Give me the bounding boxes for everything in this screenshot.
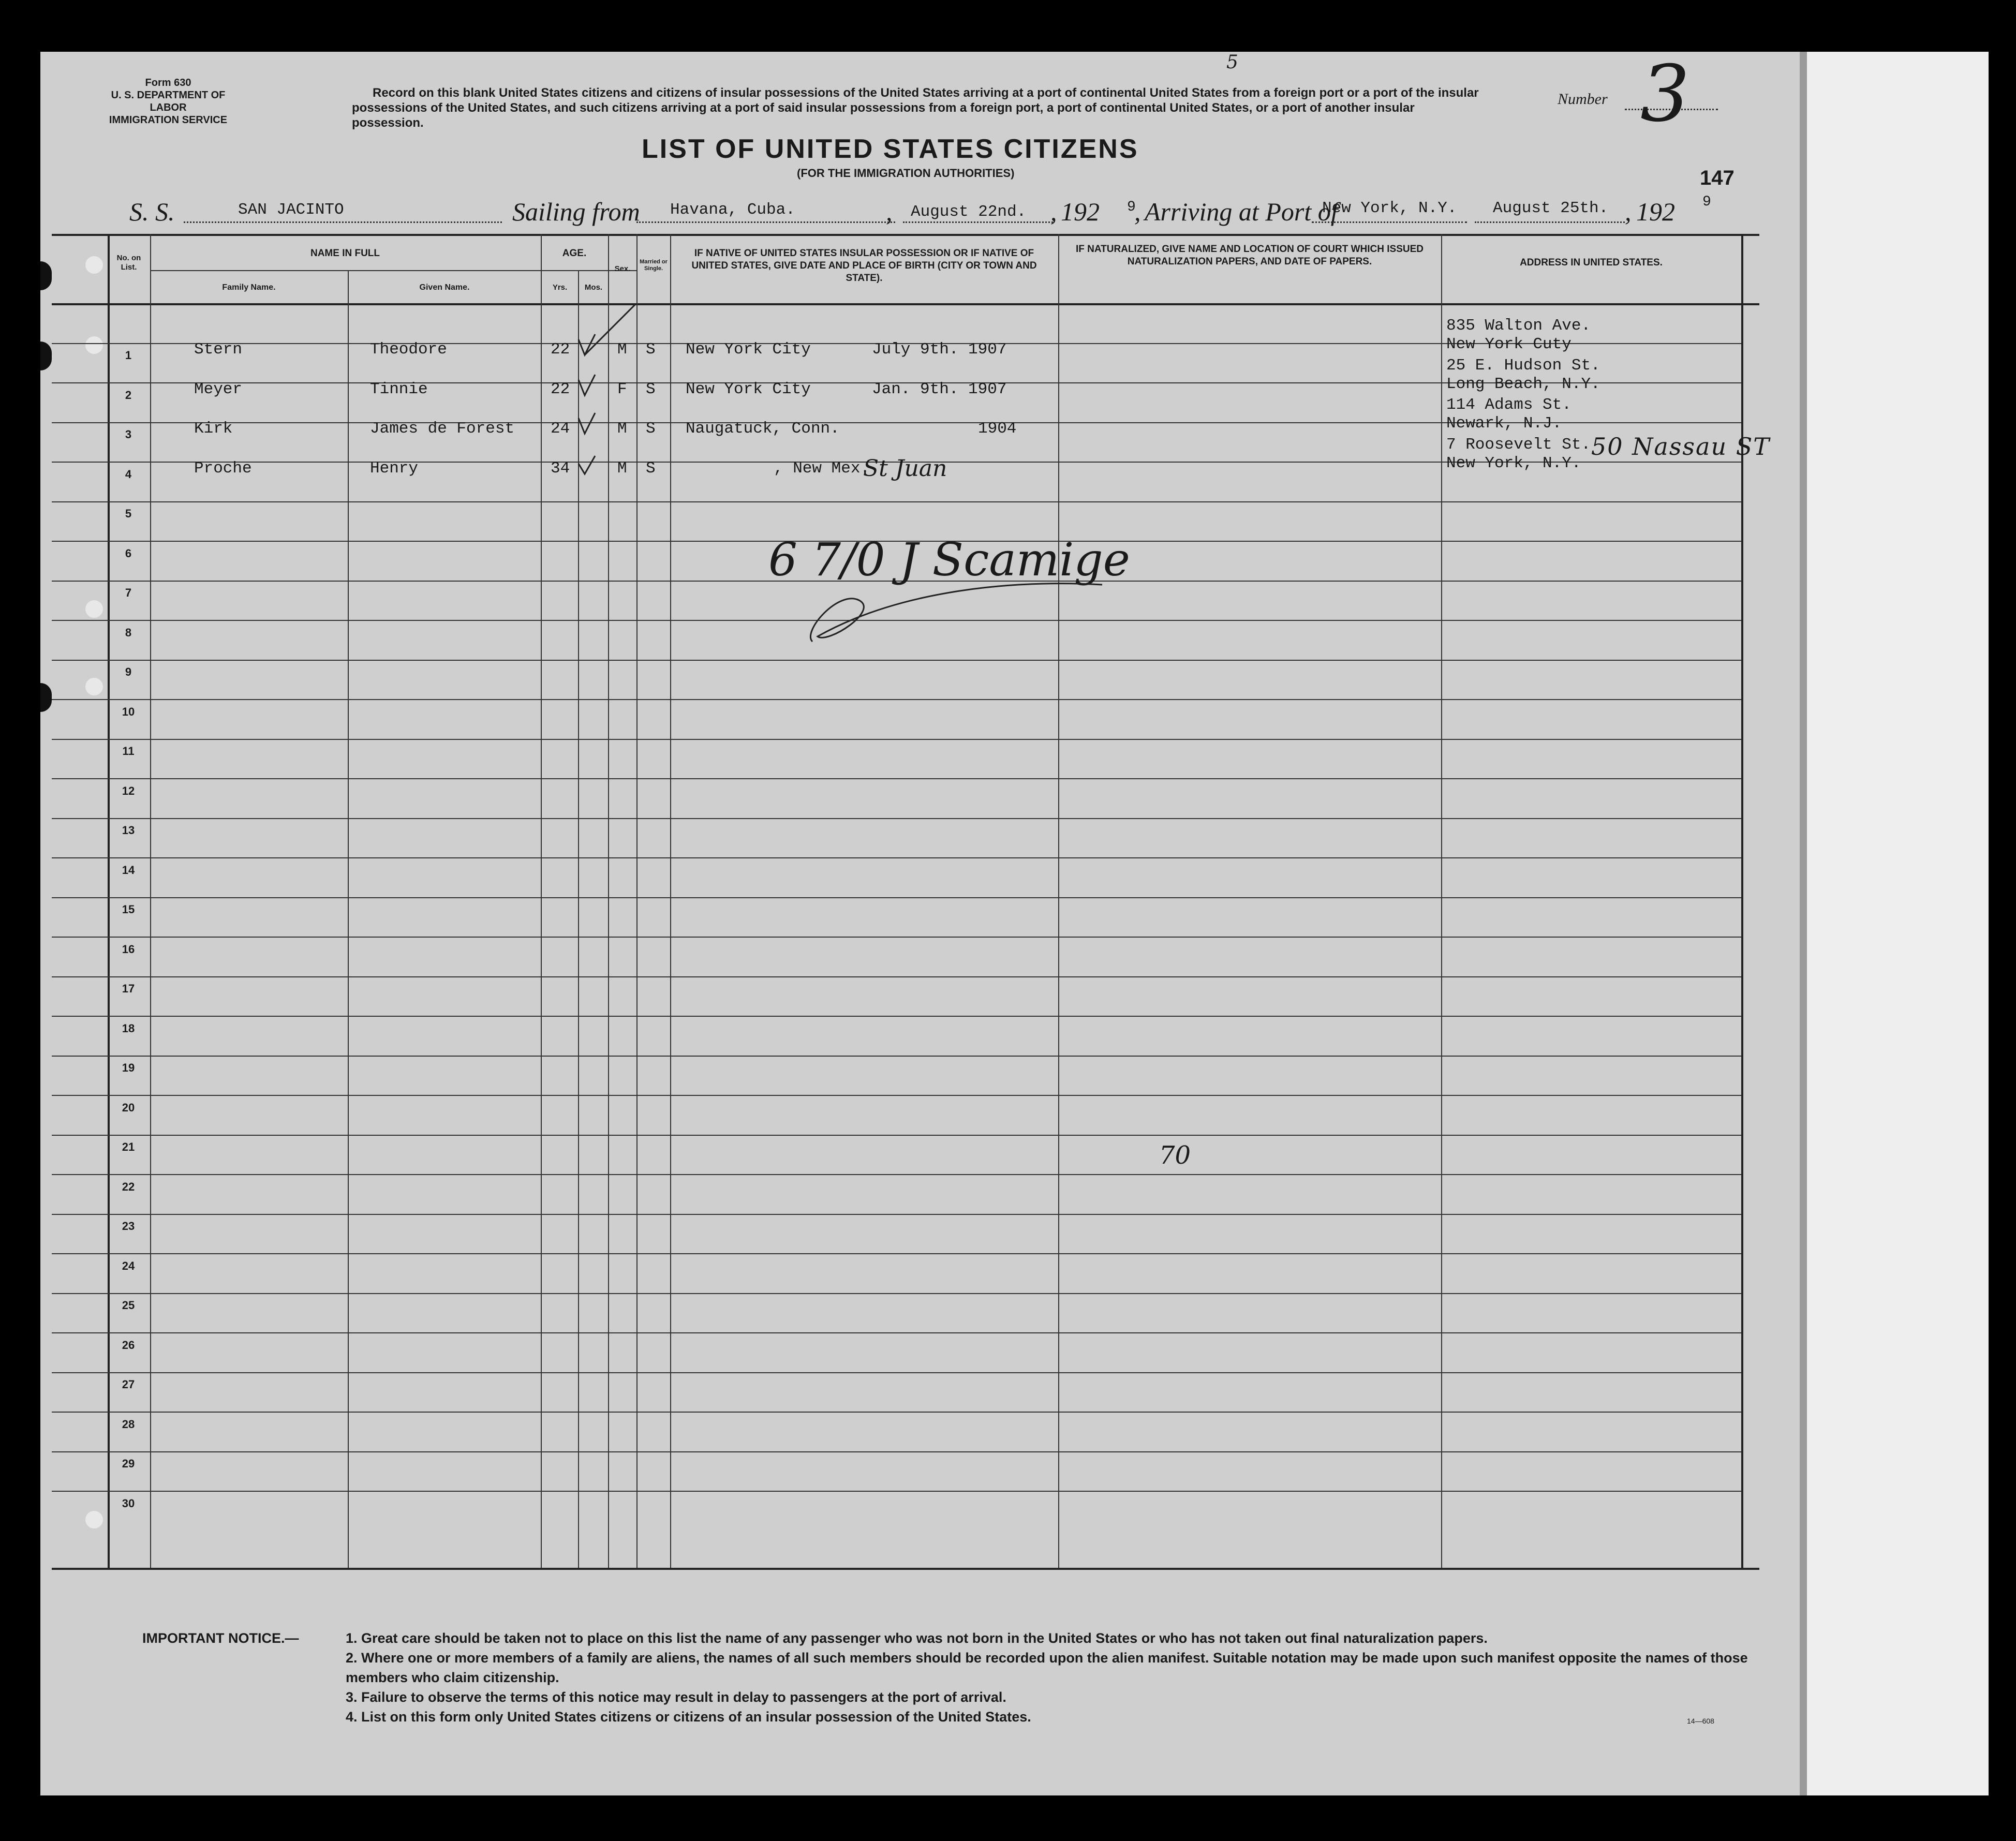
number-label: Number (1558, 91, 1608, 108)
col-line (150, 234, 151, 1568)
family-name: Proche (194, 459, 252, 478)
birth-date: July 9th. 1907 (872, 340, 1007, 359)
margin-mark: 70 (1159, 1141, 1191, 1170)
notice-item-2-text: 2. Where one or more members of a family are aliens, the names of all such members should be recorded upon the alien manifest. Suitable notation may be made upon such manifest opposite the names of those members who claim citizenship. (346, 1650, 1748, 1685)
given-name: Henry (370, 459, 419, 478)
ship-name: SAN JACINTO (238, 201, 344, 219)
row-divider (52, 976, 1741, 977)
comma: , (1134, 197, 1141, 226)
age-years: 34 (551, 459, 570, 478)
row-divider (52, 818, 1741, 819)
age-years: 22 (551, 380, 570, 398)
row-number: 24 (122, 1259, 135, 1272)
family-name: Meyer (194, 380, 243, 398)
header-name-in-full: NAME IN FULL (310, 248, 380, 259)
header-yrs: Yrs. (552, 283, 568, 292)
row-number: 12 (122, 784, 135, 797)
row-number: 22 (122, 1180, 135, 1193)
port-line (1312, 221, 1467, 223)
notice-heading: IMPORTANT NOTICE.— (142, 1630, 299, 1646)
sailing-label: Sailing from (512, 197, 640, 226)
page-number: 147 (1700, 167, 1735, 189)
table-top-border (52, 234, 1759, 236)
birth-date: 1904 (978, 420, 1017, 438)
ship-line (184, 221, 502, 223)
sex: M (617, 420, 627, 438)
marital-status: S (646, 340, 656, 359)
address-line: 7 Roosevelt St. (1446, 435, 1591, 454)
row-divider (52, 1451, 1741, 1452)
row-divider (52, 739, 1741, 740)
row-divider (52, 897, 1741, 898)
address-line: Newark, N.J. (1446, 414, 1562, 433)
row-divider (52, 1372, 1741, 1373)
sex: M (617, 340, 627, 359)
manifest-sheet (40, 52, 1800, 1795)
address-line: New York, N.Y. (1446, 454, 1581, 472)
notice-item-3: 3. Failure to observe the terms of this notice may result in delay to passengers at the port of arrival. (346, 1689, 1006, 1705)
row-divider (52, 1095, 1741, 1096)
col-line (1441, 234, 1442, 1568)
header-divider (150, 270, 636, 271)
form-info (101, 77, 235, 126)
arriving-label: Arriving at Port of (1145, 197, 1338, 226)
row-number: 23 (122, 1220, 135, 1233)
address-line: 25 E. Hudson St. (1446, 356, 1600, 375)
header-address: ADDRESS IN UNITED STATES. (1520, 257, 1663, 268)
punch-hole-icon (85, 256, 103, 274)
marital-status: S (646, 380, 656, 398)
number-value: 3 (1640, 49, 1690, 139)
birthplace: , New Mex. (774, 459, 870, 478)
sex: M (617, 459, 627, 478)
row-number: 13 (122, 824, 135, 837)
header-native: IF NATIVE OF UNITED STATES INSULAR POSSESSION OR IF NATIVE OF UNITED STATES, GIVE DATE AND PLACE OF BIRTH (CITY OR TOWN AND STATE). (691, 248, 1037, 284)
address-line: 835 Walton Ave. (1446, 317, 1591, 335)
row-divider (52, 501, 1741, 502)
row-number: 6 (125, 546, 132, 560)
sail-year-digit: 9 (1127, 199, 1136, 215)
comma: , (1050, 197, 1057, 226)
family-name: Stern (194, 340, 243, 359)
row-divider (52, 1253, 1741, 1254)
given-name: Theodore (370, 340, 447, 359)
row-number: 20 (122, 1101, 135, 1114)
notice-item-1: 1. Great care should be taken not to place on this list the name of any passenger who was not born in the United States or who has not taken out final naturalization papers. (346, 1630, 1488, 1646)
punch-hole-icon (85, 600, 103, 618)
sailing-from: Havana, Cuba. (670, 201, 795, 219)
col-line (1058, 234, 1059, 1568)
row-number: 2 (125, 388, 132, 402)
row-number: 4 (125, 467, 132, 481)
row-number: 18 (122, 1021, 135, 1035)
signature-flourish (797, 559, 1107, 647)
comma: , (886, 197, 893, 226)
header-naturalized: IF NATURALIZED, GIVE NAME AND LOCATION OF COURT WHICH ISSUED NATURALIZATION PAPERS, AND DATE OF PAPERS. (1075, 244, 1424, 267)
row-divider (52, 1174, 1741, 1175)
address-line: 114 Adams St. (1446, 396, 1572, 414)
arrive-year-prefix: 192 (1636, 197, 1675, 226)
age-years: 24 (551, 420, 570, 438)
punch-hole-icon (85, 1511, 103, 1528)
header-age: AGE. (562, 248, 587, 259)
row-number: 26 (122, 1338, 135, 1352)
form-number: Form 630 (145, 77, 191, 88)
header-no: No. on List. (116, 254, 141, 272)
sail-date: August 22nd. (911, 203, 1027, 221)
sex: F (617, 380, 627, 398)
col-line (541, 234, 542, 1568)
row-divider (52, 1135, 1741, 1136)
page-title: LIST OF UNITED STATES CITIZENS (642, 134, 1139, 164)
print-code: 14—608 (1687, 1717, 1714, 1725)
punch-hole-icon (85, 336, 103, 354)
row-number: 25 (122, 1299, 135, 1312)
table-bottom-border (52, 1568, 1759, 1570)
place-annotation: St Juan (863, 455, 947, 482)
age-years: 22 (551, 340, 570, 359)
header-given-name: Given Name. (419, 283, 470, 292)
row-divider (52, 1491, 1741, 1492)
page-edge (1800, 52, 1807, 1795)
row-number: 19 (122, 1061, 135, 1074)
from-line (636, 221, 895, 223)
address-line: Long Beach, N.Y. (1446, 375, 1600, 393)
header-married-single: Married or Single. (640, 259, 668, 272)
address-line: New York Cuty (1446, 335, 1572, 353)
row-divider (52, 1214, 1741, 1215)
row-number: 28 (122, 1417, 135, 1431)
given-name: James de Forest (370, 420, 515, 438)
birthplace: New York City (686, 340, 811, 359)
signature: 6 7/0 J Scamige (768, 533, 1130, 586)
arrive-date: August 25th. (1493, 199, 1609, 217)
row-divider (52, 778, 1741, 779)
birth-date: Jan. 9th. 1907 (872, 380, 1007, 398)
header-family-name: Family Name. (222, 283, 276, 292)
date-line (903, 221, 1053, 223)
instructions: Record on this blank United States citizens and citizens of insular possessions of the United States arriving at a port of continental United States from a foreign port or a port of the insular possessions of the United States, and such citizens arriving at a port of said insular possessions from a foreign port, a port of continental United States, or a port of another insular possession. (352, 86, 1479, 130)
col-line (348, 270, 349, 1568)
row-number: 27 (122, 1378, 135, 1391)
col-line (670, 234, 671, 1568)
punch-hole-icon (85, 678, 103, 695)
marital-status: S (646, 420, 656, 438)
birthplace: Naugatuck, Conn. (686, 420, 840, 438)
col-line (108, 234, 110, 1568)
arrive-date-line (1475, 221, 1625, 223)
family-name: Kirk (194, 420, 233, 438)
row-divider (52, 1332, 1741, 1333)
row-number: 8 (125, 626, 132, 639)
row-divider (52, 1293, 1741, 1294)
notice-item-4: 4. List on this form only United States citizens or citizens of an insular possession of the United States. (346, 1709, 1031, 1725)
row-number: 5 (125, 507, 132, 520)
row-number: 21 (122, 1140, 135, 1153)
department: U. S. DEPARTMENT OF LABOR (111, 90, 226, 113)
arrival-port: New York, N.Y. (1322, 199, 1457, 217)
row-number: 15 (122, 903, 135, 916)
given-name: Tinnie (370, 380, 428, 398)
ss-label: S. S. (129, 197, 175, 226)
service: IMMIGRATION SERVICE (109, 114, 228, 126)
row-divider (52, 1412, 1741, 1413)
header-bottom-border (52, 303, 1759, 305)
row-number: 29 (122, 1457, 135, 1470)
row-number: 9 (125, 665, 132, 678)
row-divider (52, 1056, 1741, 1057)
row-number: 17 (122, 982, 135, 995)
row-number: 10 (122, 705, 135, 718)
page-subtitle: (FOR THE IMMIGRATION AUTHORITIES) (797, 167, 1015, 180)
row-divider (52, 699, 1741, 700)
row-number: 3 (125, 428, 132, 441)
row-divider (52, 1016, 1741, 1017)
marital-status: S (646, 459, 656, 478)
facing-page (1800, 52, 1989, 1795)
notice-item-2 (346, 1648, 1758, 1687)
row-divider (52, 857, 1741, 858)
row-number: 7 (125, 586, 132, 599)
birthplace: New York City (686, 380, 811, 398)
arrive-year-digit: 9 (1702, 194, 1711, 210)
header-sex: Sex. (614, 264, 631, 273)
row-number: 11 (122, 745, 135, 758)
row-number: 30 (122, 1496, 135, 1510)
checkmark-icon (564, 303, 647, 479)
top-mark: 5 (1226, 52, 1238, 73)
row-number: 16 (122, 942, 135, 956)
row-number: 14 (122, 863, 135, 877)
address-annotation: 50 Nassau ST (1591, 433, 1770, 461)
comma: , (1625, 197, 1632, 226)
row-number: 1 (125, 349, 132, 362)
row-divider (52, 937, 1741, 938)
sail-year-prefix: 192 (1061, 197, 1100, 226)
row-divider (52, 660, 1741, 661)
header-mos: Mos. (584, 283, 603, 292)
